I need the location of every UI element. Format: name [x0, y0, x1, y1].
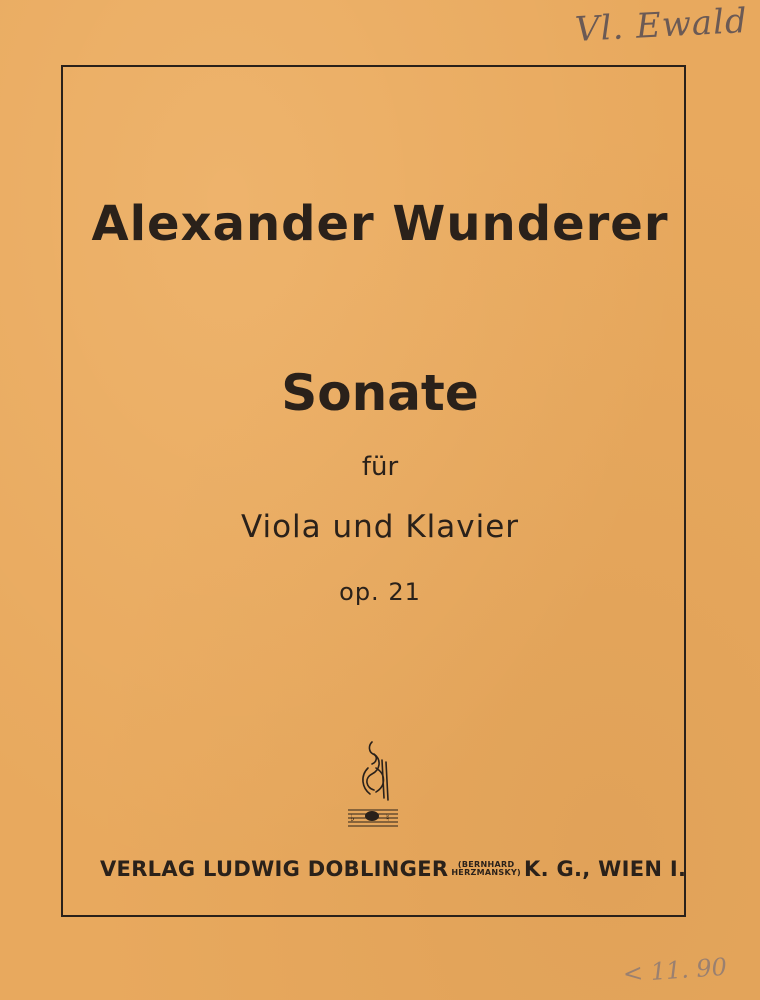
svg-text:♭: ♭: [350, 813, 355, 824]
handwritten-annotation-bottom: < 11. 90: [622, 952, 728, 988]
svg-text:♮: ♮: [386, 813, 390, 824]
instrumentation: Viola und Klavier: [240, 509, 520, 545]
publisher-location: K. G., WIEN I.: [524, 856, 687, 881]
publisher-line: [100, 856, 687, 888]
publisher-proprietor: (BERNHARD HERZMANSKY): [451, 859, 521, 877]
handwritten-annotation-top: Vl. Ewald: [574, 0, 749, 50]
publisher-name: VERLAG LUDWIG DOBLINGER: [100, 856, 449, 881]
composer-name: Alexander Wunderer: [91, 196, 669, 252]
work-title: Sonate: [281, 364, 479, 422]
for-label: für: [361, 452, 399, 482]
opus-number: op. 21: [339, 578, 421, 606]
publisher-logo-icon: [342, 738, 402, 838]
